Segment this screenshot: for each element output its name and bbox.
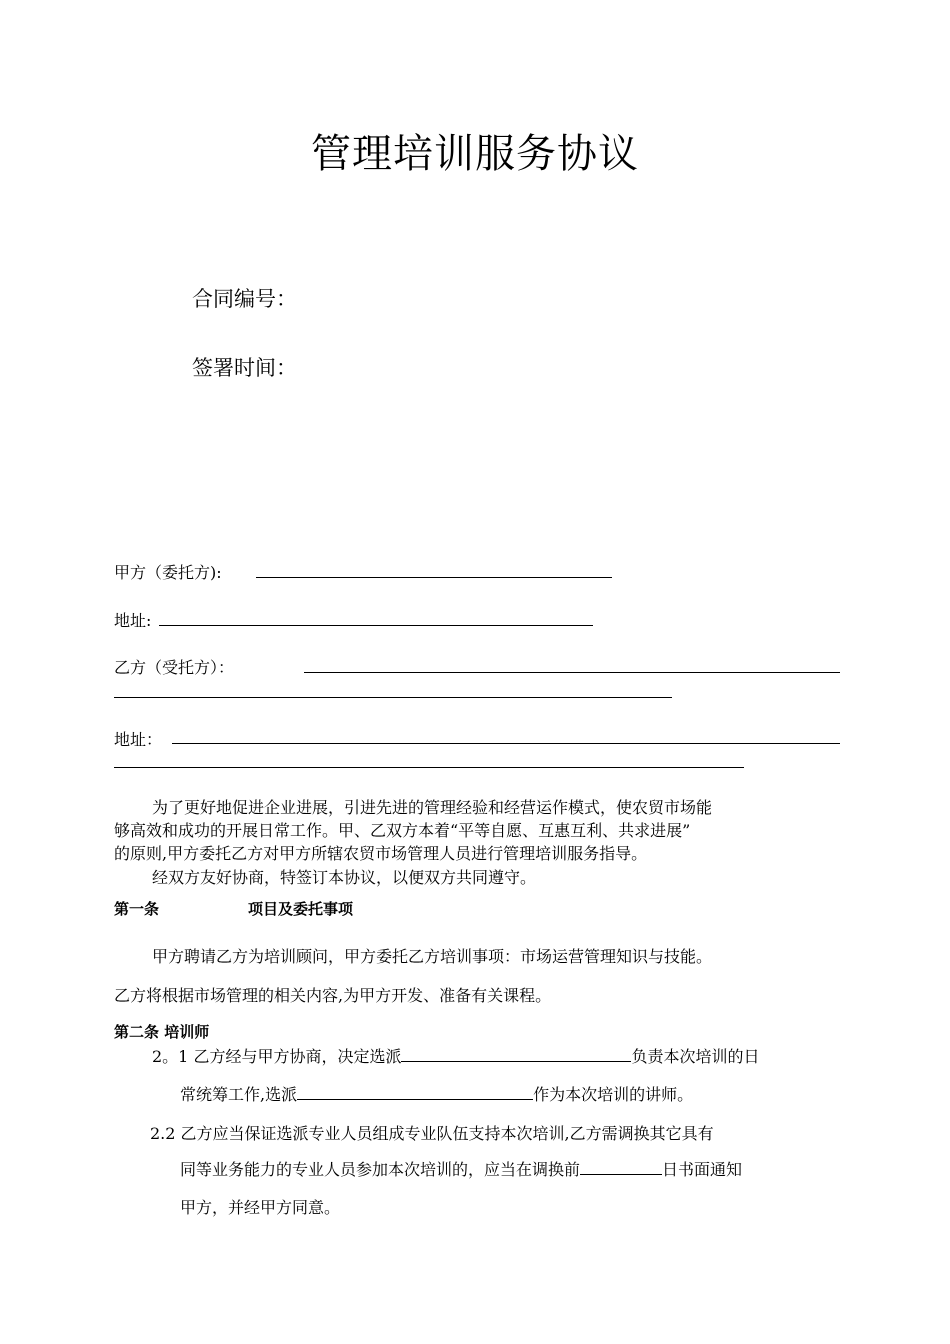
article-1-title: 项目及委托事项 xyxy=(248,900,354,918)
coordinator-blank xyxy=(401,1045,631,1062)
article-2-1-line-2 xyxy=(180,1083,693,1106)
party-b-address-fill-line-2 xyxy=(114,767,744,768)
party-b-label: 乙方（受托方）： xyxy=(114,658,235,677)
article-2-1-line-1 xyxy=(152,1045,759,1068)
article-2-1-text-a: 2。1 乙方经与甲方协商，决定选派 xyxy=(152,1047,402,1066)
party-a-address-fill-line xyxy=(159,625,593,626)
party-b-fill-line-1 xyxy=(304,672,840,673)
article-2-2-line-2 xyxy=(180,1158,742,1181)
article-2-2-text-b: 同等业务能力的专业人员参加本次培训的，应当在调换前 xyxy=(180,1160,581,1179)
article-2-2-line-3: 甲方，并经甲方同意。 xyxy=(180,1198,341,1217)
article-1-number: 第一条 xyxy=(114,900,160,918)
document-title: 管理培训服务协议 xyxy=(311,131,639,177)
article-2-1-text-b: 负责本次培训的日 xyxy=(631,1047,760,1066)
article-2-1-text-d: 作为本次培训的讲师。 xyxy=(533,1085,694,1104)
article-1-line-2: 乙方将根据市场管理的相关内容,为甲方开发、准备有关课程。 xyxy=(114,986,552,1005)
article-2-2-text-c: 日书面通知 xyxy=(662,1160,743,1179)
party-b-address-fill-line-1 xyxy=(172,743,840,744)
article-2-heading: 第二条 培训师 xyxy=(114,1023,210,1041)
days-blank xyxy=(580,1158,662,1175)
contract-number-label: 合同编号： xyxy=(192,287,297,311)
party-b-fill-line-2 xyxy=(114,697,672,698)
signing-date-label: 签署时间： xyxy=(192,356,297,380)
article-2-2-line-1: 2.2 乙方应当保证选派专业人员组成专业队伍支持本次培训,乙方需调换其它具有 xyxy=(150,1124,714,1143)
intro-line-4: 经双方友好协商，特签订本协议，以便双方共同遵守。 xyxy=(152,868,537,887)
party-b-address-label: 地址： xyxy=(114,730,163,749)
party-a-fill-line xyxy=(256,577,612,578)
article-2-1-text-c: 常统筹工作,选派 xyxy=(180,1085,298,1104)
article-1-line-1: 甲方聘请乙方为培训顾问，甲方委托乙方培训事项：市场运营管理知识与技能。 xyxy=(152,947,713,966)
party-a-address-label: 地址: xyxy=(114,611,152,630)
intro-line-3: 的原则,甲方委托乙方对甲方所辖农贸市场管理人员进行管理培训服务指导。 xyxy=(114,844,648,863)
party-a-label: 甲方（委托方): xyxy=(114,563,222,582)
lecturer-blank xyxy=(297,1083,533,1100)
intro-line-1: 为了更好地促进企业进展，引进先进的管理经验和经营运作模式，使农贸市场能 xyxy=(152,798,713,817)
intro-line-2: 够高效和成功的开展日常工作。甲、乙双方本着“平等自愿、互惠互利、共求进展” xyxy=(114,821,691,840)
